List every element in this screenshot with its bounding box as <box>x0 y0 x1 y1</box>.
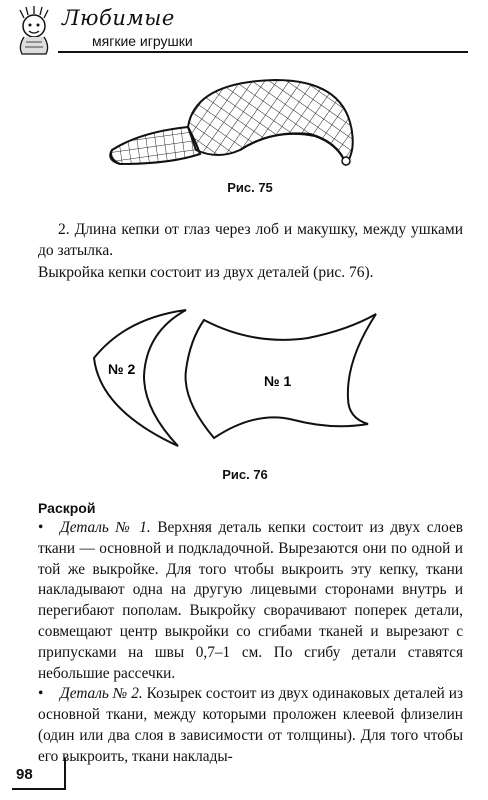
header-rule <box>58 51 468 53</box>
bullet-icon: • <box>38 685 44 703</box>
detail-2-text: Козырек состоит из двух одинаковых деталей из основной ткани, между которыми проложен клеевой флизелин (один или два слоя в зависимости от толщины). Для того чтобы его выкроить, ткани наклады- <box>38 685 463 765</box>
cap-pattern-diagram <box>86 300 386 460</box>
section-body <box>38 518 463 768</box>
detail-1-label: Деталь № 1. <box>60 519 151 536</box>
figure-75-caption: Рис. 75 <box>227 180 273 195</box>
doll-mascot-icon <box>10 6 58 58</box>
page-header <box>0 0 488 60</box>
bullet-icon: • <box>38 519 44 536</box>
pattern-piece-2 <box>94 310 186 446</box>
book-title: Любимые <box>62 6 175 30</box>
cap-illustration <box>100 72 370 177</box>
detail-2-label: Деталь № 2. <box>60 685 143 703</box>
paragraph-measurement: 2. Длина кепки от глаз через лоб и макушку, между ушками до затылка. <box>38 221 463 259</box>
detail-2-paragraph <box>38 684 463 767</box>
section-heading: Раскрой <box>38 500 96 516</box>
pattern-piece-2-label: № 2 <box>108 361 136 377</box>
paragraph-pattern-parts: Выкройка кепки состоит из двух деталей (рис. 76). <box>38 264 374 281</box>
detail-1-text: Верхняя деталь кепки состоит из двух слоев ткани — основной и подкладочной. Вырезаются они по одной и той же выкройке. Для того чтобы выкроить эту кепку, ткани накладывают одна на другую лицевыми сторонами внутрь и перегибают пополам. Выкройку сворачивают поперек детали, совмещают центр выкройки со сгибами тканей и вырезают с припусками на швы 0,7–1 см. По сгибу детали ставятся небольшие рассечки. <box>38 519 463 682</box>
page-number: 98 <box>16 766 33 783</box>
figure-76-caption: Рис. 76 <box>222 467 268 482</box>
detail-1-paragraph <box>38 518 463 684</box>
pattern-piece-1-label: № 1 <box>264 373 292 389</box>
book-subtitle: мягкие игрушки <box>92 33 193 49</box>
